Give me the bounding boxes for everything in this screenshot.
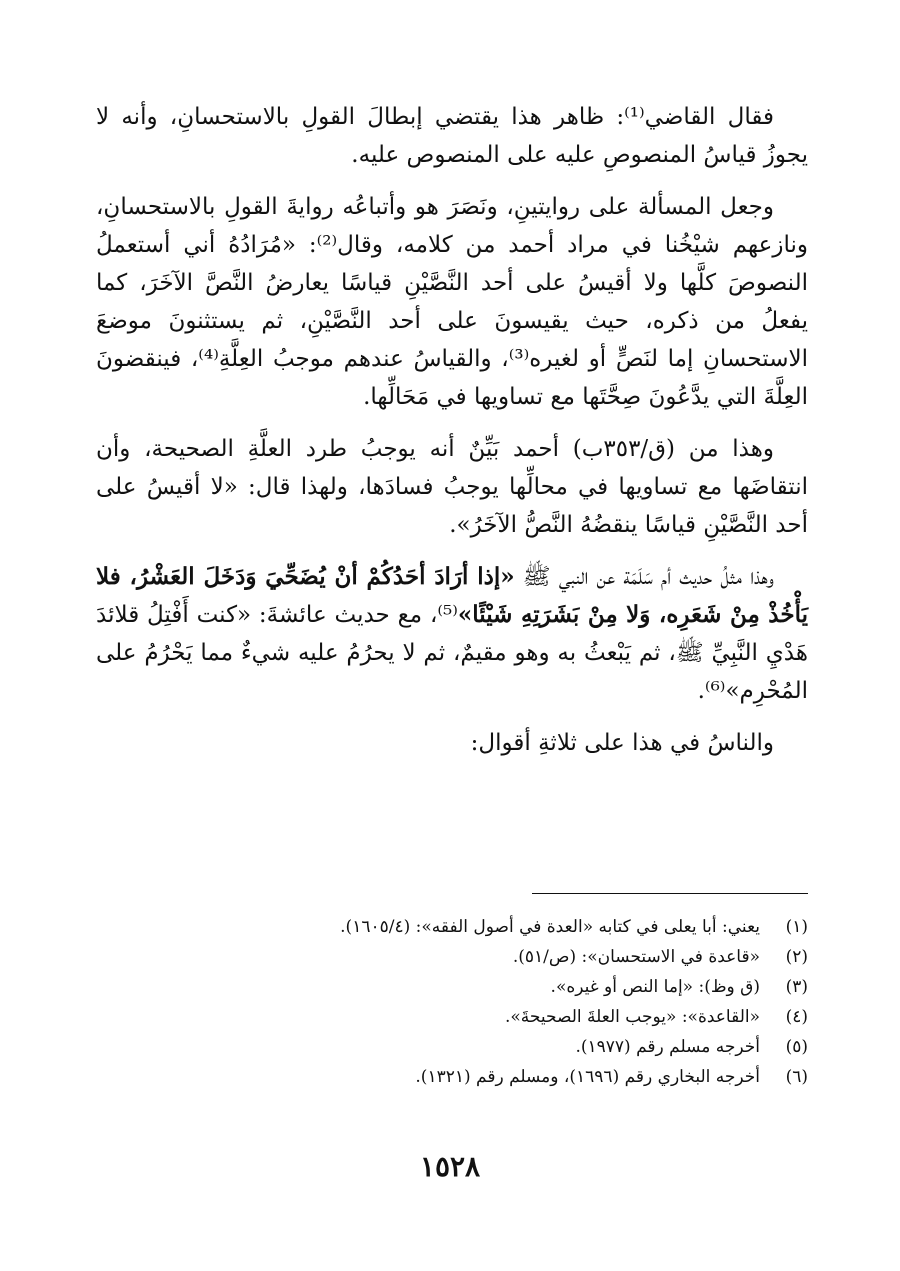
main-text bbox=[96, 98, 808, 762]
footnote bbox=[96, 1062, 808, 1092]
paragraph-1: فقال القاضي⁽¹⁾: ظاهر هذا يقتضي إبطالَ القولِ بالاستحسانِ، وأنه لا يجوزُ قياسُ المنصوصِ عليه على المنصوص عليه. bbox=[96, 104, 808, 168]
paragraph-4 bbox=[96, 558, 808, 710]
footnote-text: أخرجه مسلم رقم (١٩٧٧). bbox=[575, 1037, 760, 1057]
footnote bbox=[96, 972, 808, 1002]
page-number: ١٥٢٨ bbox=[419, 1150, 481, 1183]
footnote-number: (٢) bbox=[785, 947, 808, 967]
paragraph-2: وجعل المسألة على روايتينِ، ونَصَرَ هو وأتباعُه روايةَ القولِ بالاستحسانِ، ونازعهم شيْخُنا في مراد أحمد من كلامه، وقال⁽²⁾: «مُرَادُهُ أني أستعملُ النصوصَ كلَّها ولا أقيسُ على أحد النَّصَّيْنِ قياسًا يعارضُ النَّصَّ الآخَرَ، كما يفعلُ من ذكره، حيث يقيسونَ على أحد النَّصَّيْنِ، ثم يستثنونَ موضعَ الاستحسانِ إما لنَصٍّ أو لغيره⁽³⁾، والقياسُ عندهم موجبُ العِلَّةِ⁽⁴⁾، فينقضونَ العِلَّةَ التي يدَّعُونَ صِحَّتَها مع تساويها في مَحَالِّها. bbox=[96, 194, 808, 410]
footnote-separator bbox=[532, 893, 808, 894]
paragraph-4-continuation: ⁽⁵⁾، مع حديث عائشةَ: «كنت أَفْتِلُ قلائدَ هَدْيِ النَّبِيِّ ﷺ، ثم يَبْعثُ به وهو مقيمٌ، ثم لا يحرُمُ عليه شيءٌ مما يَحْرُمُ على المُحْرِم»⁽⁶⁾. bbox=[96, 602, 808, 704]
footnote bbox=[96, 942, 808, 972]
paragraph-5: والناسُ في هذا على ثلاثةِ أقوال: bbox=[470, 730, 774, 756]
footnote-text: «قاعدة في الاستحسان»: (ص/٥١). bbox=[512, 947, 760, 967]
footnote-number: (١) bbox=[785, 917, 808, 937]
footnote-text: أخرجه البخاري رقم (١٦٩٦)، ومسلم رقم (١٣٢١). bbox=[415, 1067, 760, 1087]
footnote-number: (٥) bbox=[785, 1037, 808, 1057]
footnote bbox=[96, 912, 808, 942]
footnotes bbox=[96, 912, 808, 1092]
footnote bbox=[96, 1002, 808, 1032]
paragraph-3: وهذا من (ق/٣٥٣ب) أحمد بَيِّنٌ أنه يوجبُ طرد العلَّةِ الصحيحة، وأن انتقاضَها مع تساويها في محالِّها يوجبُ فسادَها، ولهذا قال: «لا أقيسُ على أحد النَّصَّيْنِ قياسًا ينقضُهُ النَّصُّ الآخَرُ». bbox=[96, 436, 808, 538]
footnote-text: (ق وظ): «إما النص أو غيره». bbox=[550, 977, 760, 997]
footnote bbox=[96, 1032, 808, 1062]
footnote-text: يعني: أبا يعلى في كتابه «العدة في أصول الفقه»: (١٦٠٥/٤). bbox=[340, 917, 760, 937]
hadith-quote: «إذا أرَادَ أحَدُكُمْ أنْ يُضَحِّيَ وَدَخَلَ العَشْرُ، فلا يَأْخُذْ مِنْ شَعَرِه، وَلا مِنْ بَشَرَتِهِ شَيْئًا» bbox=[96, 563, 808, 628]
footnote-text: «القاعدة»: «يوجب العلةَ الصحيحةَ». bbox=[505, 1007, 760, 1027]
footnote-number: (٣) bbox=[785, 977, 808, 997]
paragraph-4-intro: وهذا مثلُ حديث أم سَلَمَة عن النبي ﷺ bbox=[514, 564, 774, 590]
footnote-number: (٦) bbox=[785, 1067, 808, 1087]
footnote-number: (٤) bbox=[785, 1007, 808, 1027]
